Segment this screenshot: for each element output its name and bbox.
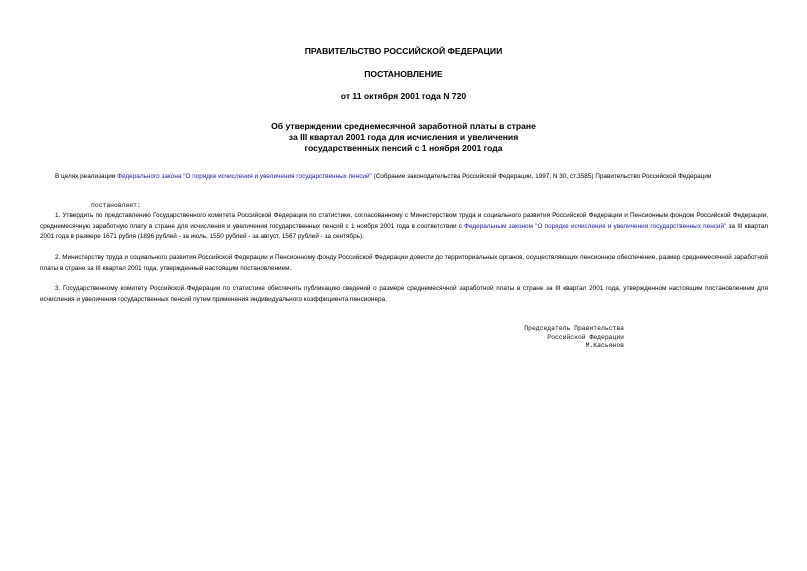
- decree-word: постановляет:: [91, 202, 141, 209]
- date-number-heading: от 11 октября 2001 года N 720: [340, 91, 467, 101]
- title-line-2: за III квартал 2001 года для исчисления и увеличения: [288, 132, 519, 142]
- item-2-paragraph: 2. Министерству труда и социального развития Российской Федерации и Пенсионному фонду Российской Федерации довести до территориальных органов, осуществляющих пенсионное обеспечение, размер среднемесячной заработной платы в стране за III квартал 2001 года, утвержденный настоящим постановлением.: [40, 254, 768, 272]
- signature-title-line-1: Председатель Правительства: [524, 325, 624, 332]
- title-line-1: Об утверждении среднемесячной заработной платы в стране: [271, 121, 536, 131]
- item-1-paragraph: [40, 211, 768, 243]
- item-1-text-after: за III квартал 2001 года в размере 1671 рубля (1896 рублей - за июль, 1550 рублей - за август, 1567 рублей - за сентябрь).: [40, 222, 768, 241]
- item-3-paragraph: 3. Государственному комитету Российской Федерации по статистике обеспечить публикацию сведений о размере среднемесячной заработной платы в стране за III квартал 2001 года, утвержденном настоящим постановлением для исчисления и увеличения государственных пенсий путем применения индивидуального коэффициента пенсионера.: [40, 285, 768, 303]
- signature-block: [478, 325, 624, 351]
- federal-law-link[interactable]: Федерального закона "О порядке исчисления и увеличения государственных пенсий": [117, 173, 372, 180]
- intro-text-after: (Собрание законодательства Российской Федерации, 1997, N 30, ст.3585) Правительство Российской Федерации: [371, 173, 712, 180]
- document-type-heading: ПОСТАНОВЛЕНИЕ: [364, 69, 443, 79]
- signature-title-line-2: Российской Федерации: [547, 333, 624, 341]
- item-1-text-before: 1. Утвердить по представлению Государственного комитета Российской Федерации по статистике, согласованному с Министерством труда и социального развития Российской Федерации и Пенсионным фондом Российской Федерации, среднемесячную заработную плату в стране для исчисления и увеличения государственных пенсий с 1 ноября 2001 года в соответствии с: [40, 212, 768, 230]
- document-page: [38, 0, 769, 571]
- intro-paragraph: [40, 172, 768, 183]
- title-line-3: государственных пенсий с 1 ноября 2001 года: [304, 143, 503, 153]
- intro-text-before: В целях реализации: [55, 173, 118, 180]
- government-heading: ПРАВИТЕЛЬСТВО РОССИЙСКОЙ ФЕДЕРАЦИИ: [304, 46, 503, 56]
- federal-law-link-2[interactable]: Федеральным законом "О порядке исчисления и увеличения государственных пенсий": [464, 222, 727, 230]
- document-title: [38, 121, 769, 154]
- signature-name: М.Касьянов: [585, 342, 624, 349]
